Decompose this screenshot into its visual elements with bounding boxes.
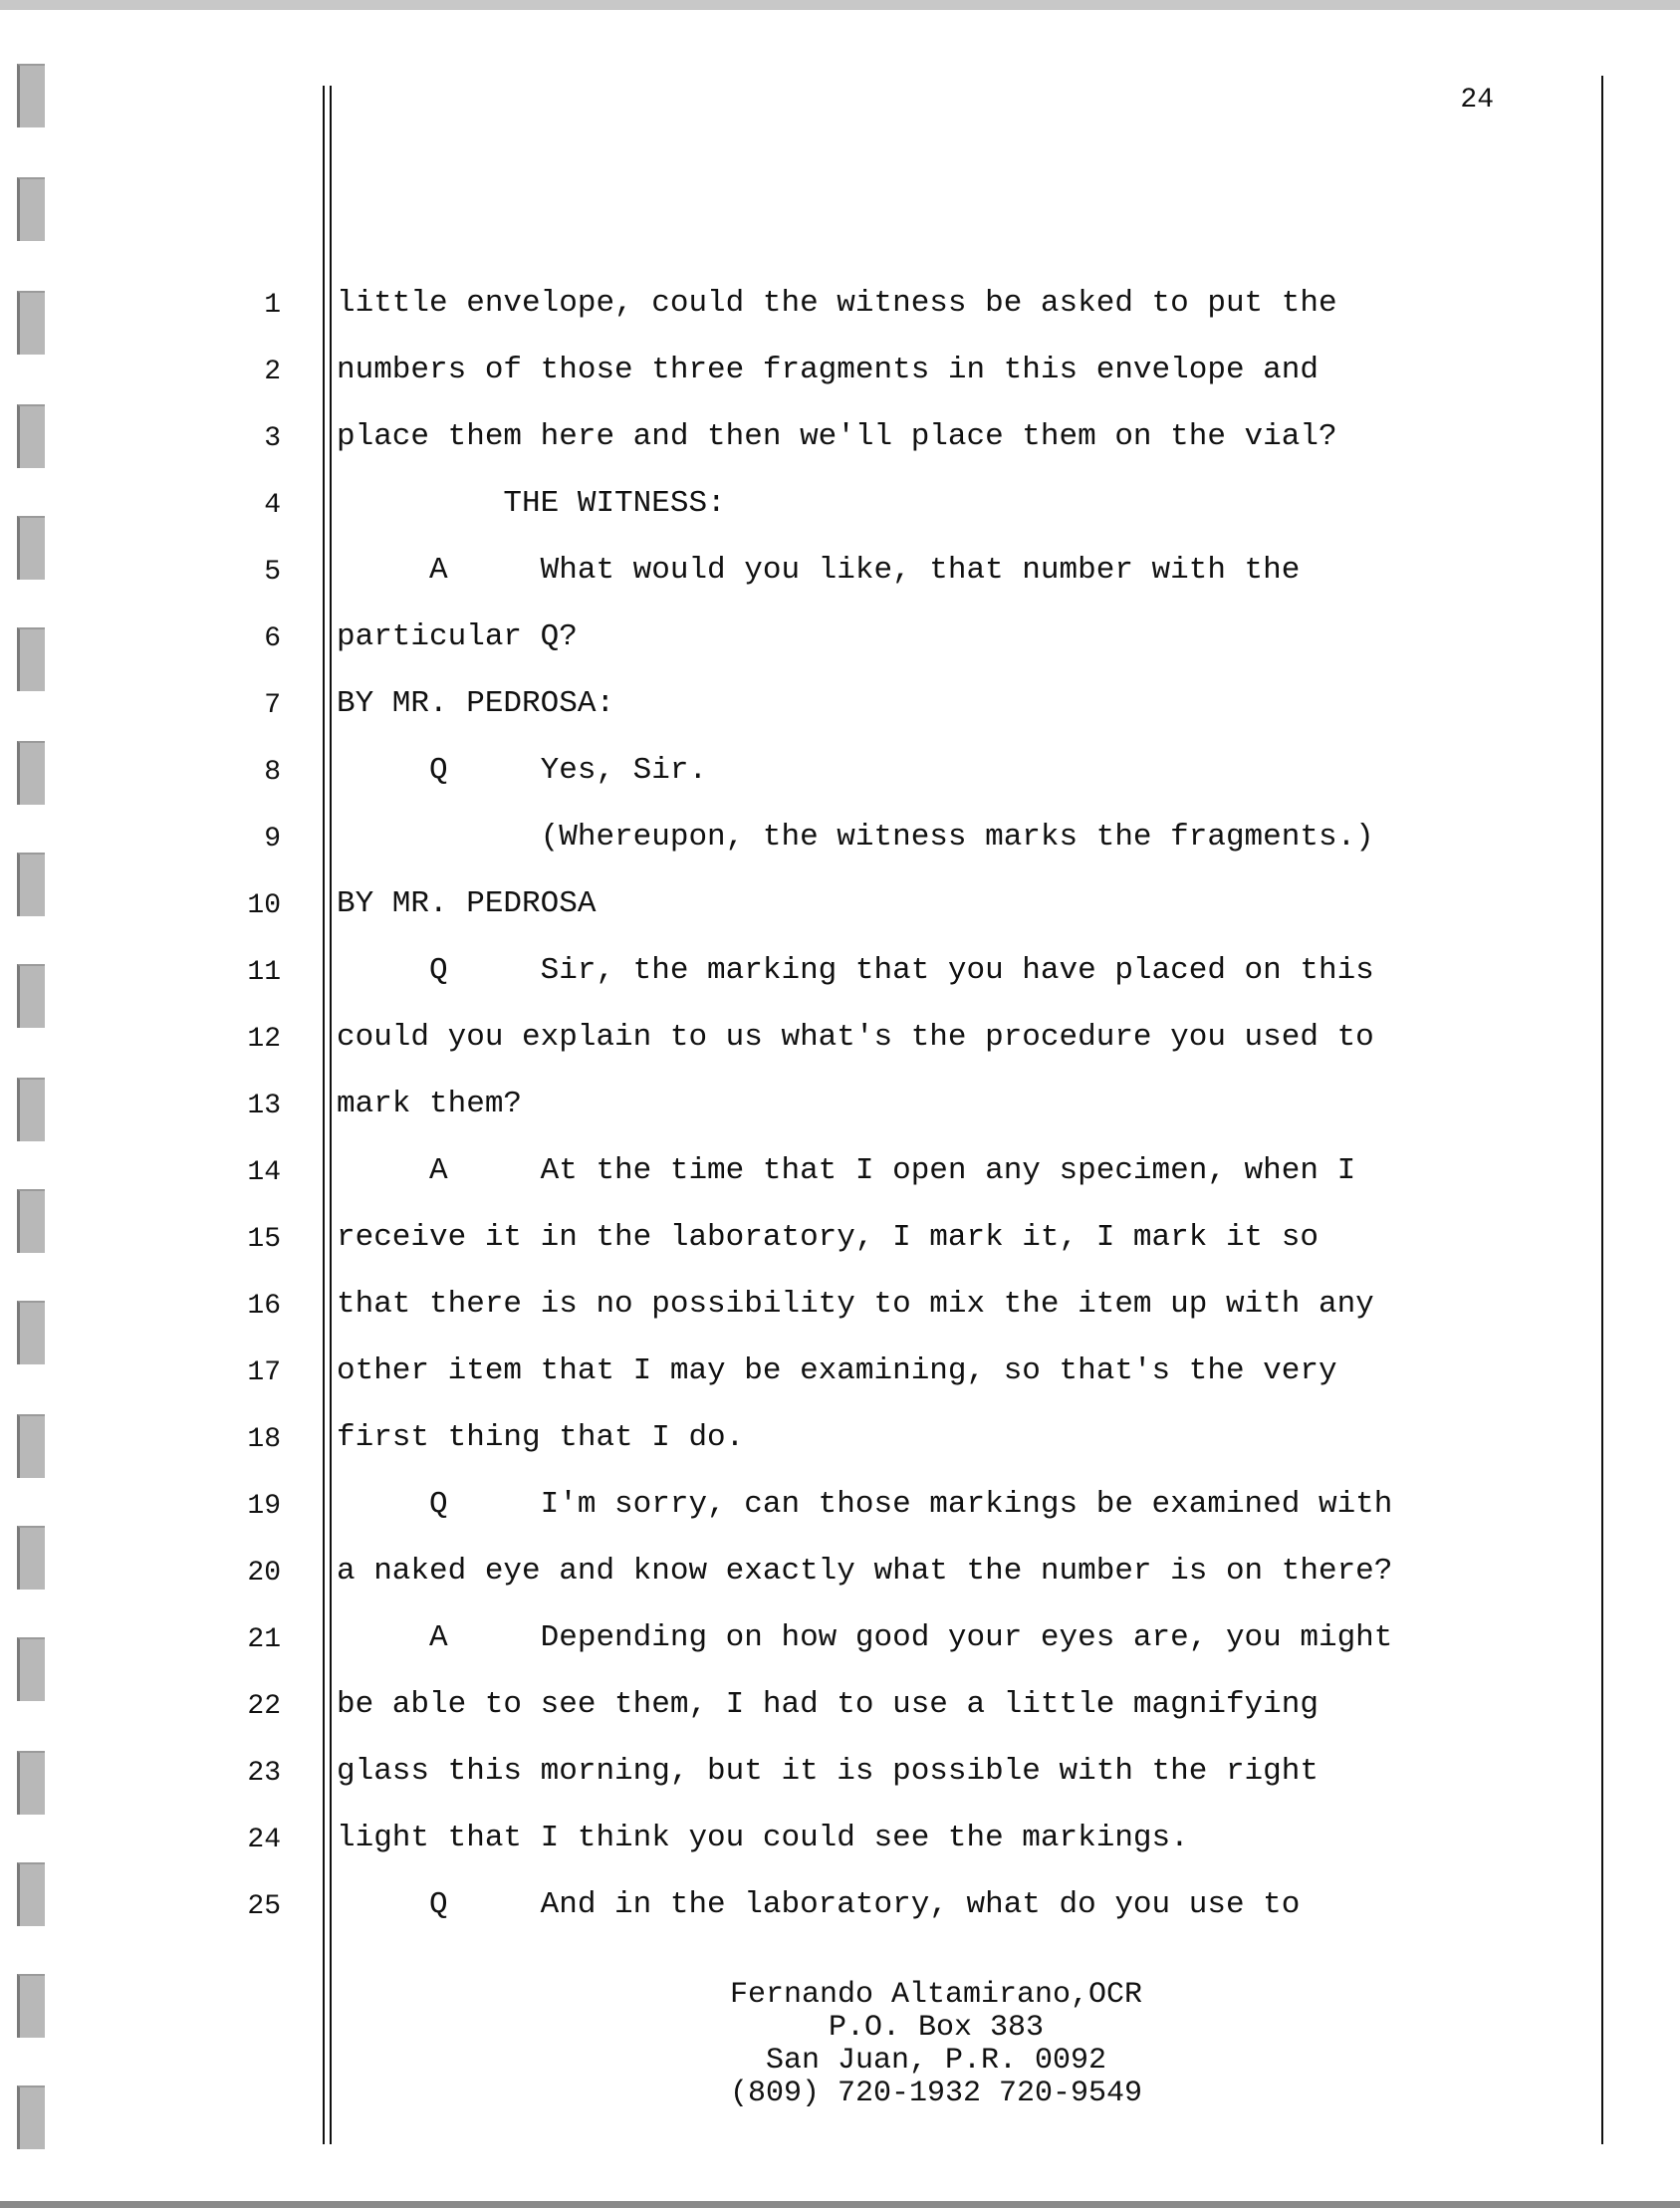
line-number: 20 (247, 1558, 281, 1589)
line-number: 3 (264, 423, 281, 454)
transcript-line: place them here and then we'll place them on the vial? (337, 419, 1337, 454)
transcript-line: light that I think you could see the markings. (337, 1821, 1189, 1855)
transcript-line: BY MR. PEDROSA: (337, 686, 615, 721)
reporter-po-box: P.O. Box 383 (828, 2011, 1045, 2045)
reporter-city: San Juan, P.R. 0092 (765, 2044, 1107, 2078)
page-number: 24 (1460, 85, 1494, 116)
transcript-line: first thing that I do. (337, 1420, 745, 1455)
binder-hole (17, 291, 45, 355)
line-number: 7 (264, 690, 281, 721)
line-number: 12 (247, 1024, 281, 1055)
line-number: 22 (247, 1691, 281, 1722)
right-margin-rule (1601, 76, 1603, 2144)
binder-hole (17, 1526, 45, 1590)
transcript-line: that there is no possibility to mix the item up with any (337, 1287, 1374, 1322)
binder-hole (17, 1637, 45, 1701)
binder-hole (17, 1862, 45, 1926)
line-number: 24 (247, 1825, 281, 1855)
line-number: 14 (247, 1157, 281, 1188)
line-number: 5 (264, 557, 281, 588)
reporter-name: Fernando Altamirano,OCR (729, 1978, 1143, 2012)
line-number: 15 (247, 1224, 281, 1255)
line-number: 23 (247, 1758, 281, 1789)
transcript-line: glass this morning, but it is possible with the right (337, 1754, 1319, 1789)
left-margin-rule (330, 86, 332, 2144)
binder-hole (17, 516, 45, 580)
transcript-line: BY MR. PEDROSA (337, 886, 597, 921)
scan-bottom-edge (0, 2201, 1680, 2208)
transcript-line: Q Yes, Sir. (337, 753, 708, 788)
reporter-phones: (809) 720-1932 720-9549 (729, 2077, 1143, 2110)
transcript-line: other item that I may be examining, so that's the very (337, 1353, 1337, 1388)
binder-hole (17, 404, 45, 468)
transcript-line: A What would you like, that number with the (337, 553, 1301, 588)
transcript-line: Q Sir, the marking that you have placed on this (337, 953, 1374, 988)
line-number: 13 (247, 1091, 281, 1121)
transcript-line: A Depending on how good your eyes are, you might (337, 1620, 1393, 1655)
binder-hole (17, 853, 45, 916)
binder-hole (17, 1301, 45, 1364)
line-number: 4 (264, 490, 281, 521)
line-number: 17 (247, 1357, 281, 1388)
transcript-line: (Whereupon, the witness marks the fragments.) (337, 820, 1374, 855)
left-margin-rule (323, 86, 325, 2144)
transcript-line: A At the time that I open any specimen, when I (337, 1153, 1356, 1188)
line-number: 6 (264, 623, 281, 654)
binder-hole (17, 1751, 45, 1815)
binder-hole (17, 1189, 45, 1253)
line-number: 1 (264, 290, 281, 321)
reporter-footer (598, 1979, 1275, 2110)
binder-hole (17, 627, 45, 691)
line-number: 25 (247, 1891, 281, 1922)
transcript-line: Q And in the laboratory, what do you use to (337, 1887, 1301, 1922)
transcript-line: a naked eye and know exactly what the number is on there? (337, 1554, 1393, 1589)
transcript-line: could you explain to us what's the procedure you used to (337, 1020, 1374, 1055)
scan-top-edge (0, 0, 1680, 10)
line-number: 19 (247, 1491, 281, 1522)
line-number: 11 (247, 957, 281, 988)
binder-hole (17, 2085, 45, 2149)
line-number: 18 (247, 1424, 281, 1455)
line-number: 10 (247, 890, 281, 921)
line-number: 9 (264, 824, 281, 855)
line-number: 16 (247, 1291, 281, 1322)
binder-hole (17, 1974, 45, 2038)
line-number: 2 (264, 357, 281, 387)
line-number: 8 (264, 757, 281, 788)
line-number: 21 (247, 1624, 281, 1655)
transcript-line: mark them? (337, 1087, 523, 1121)
transcript-line: receive it in the laboratory, I mark it, I mark it so (337, 1220, 1319, 1255)
transcript-line: particular Q? (337, 619, 578, 654)
binder-hole (17, 741, 45, 805)
binder-hole (17, 964, 45, 1028)
transcript-line: little envelope, could the witness be asked to put the (337, 286, 1337, 321)
binder-hole (17, 64, 45, 127)
binder-hole (17, 1078, 45, 1141)
binder-hole (17, 1414, 45, 1478)
transcript-line: numbers of those three fragments in this envelope and (337, 353, 1319, 387)
binder-hole (17, 177, 45, 241)
transcript-line: be able to see them, I had to use a little magnifying (337, 1687, 1319, 1722)
transcript-line: Q I'm sorry, can those markings be examined with (337, 1487, 1393, 1522)
transcript-line: THE WITNESS: (337, 486, 726, 521)
